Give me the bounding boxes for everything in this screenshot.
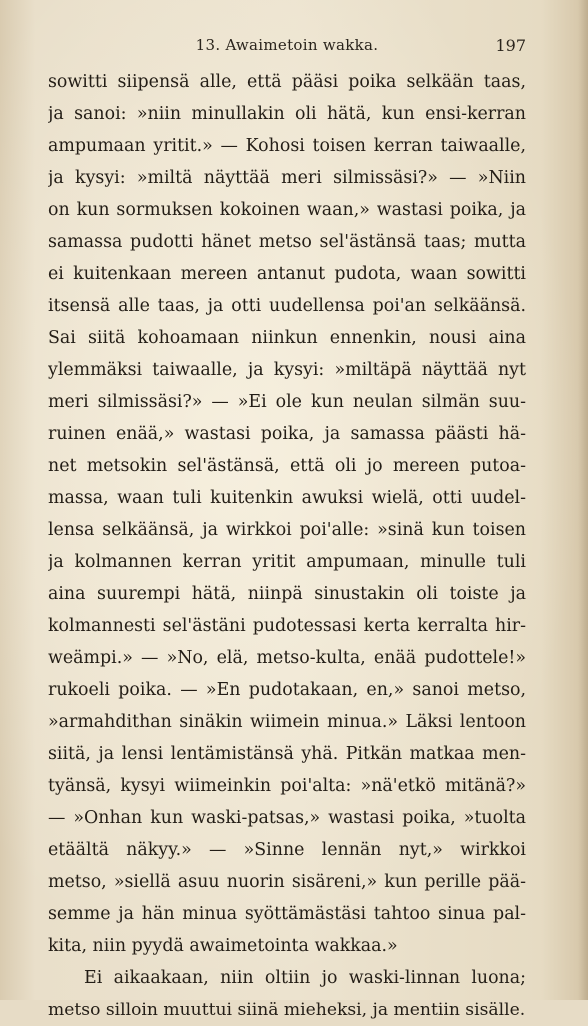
text-line: tyänsä, kysyi wiimeinkin poi'alta: »nä'etkö mitänä?» <box>48 776 526 796</box>
text-line: ylemmäksi taiwaalle, ja kysyi: »miltäpä näyttää nyt <box>48 360 526 380</box>
text-line: »armahdithan sinäkin wiimein minua.» Läksi lentoon <box>48 712 526 732</box>
text-line: — »Onhan kun waski-patsas,» wastasi poika, »tuolta <box>48 808 526 828</box>
running-title: 13. Awaimetoin wakka. <box>195 36 379 54</box>
text-line: massa, waan tuli kuitenkin awuksi wielä, otti uudel- <box>48 488 526 508</box>
text-line: ja kolmannen kerran yritit ampumaan, minulle tuli <box>48 552 526 572</box>
text-line: siitä, ja lensi lentämistänsä yhä. Pitkän matkaa men- <box>48 744 526 764</box>
text-line: aina suurempi hätä, niinpä sinustakin oli toiste ja <box>48 584 526 604</box>
paragraph-start-line: Ei aikaakaan, niin oltiin jo waski-linnan luona; <box>84 968 526 988</box>
text-line: ja sanoi: »niin minullakin oli hätä, kun ensi-kerran <box>48 104 526 124</box>
text-line: sowitti siipensä alle, että pääsi poika selkään taas, <box>48 72 526 92</box>
text-line: net metsokin sel'ästänsä, että oli jo mereen putoa- <box>48 456 526 476</box>
text-line: lensa selkäänsä, ja wirkkoi poi'alle: »sinä kun toisen <box>48 520 526 540</box>
page-header <box>48 36 526 60</box>
text-line: rukoeli poika. — »En pudotakaan, en,» sanoi metso, <box>48 680 526 700</box>
text-line: semme ja hän minua syöttämästäsi tahtoo sinua pal- <box>48 904 526 924</box>
text-line: meri silmissäsi?» — »Ei ole kun neulan silmän suu- <box>48 392 526 412</box>
page-number: 197 <box>495 36 526 55</box>
text-line: samassa pudotti hänet metso sel'ästänsä taas; mutta <box>48 232 526 252</box>
text-line: weämpi.» — »No, elä, metso-kulta, enää pudottele!» <box>48 648 526 668</box>
text-line: metso, »siellä asuu nuorin sisäreni,» kun perille pää- <box>48 872 526 892</box>
body-text <box>48 66 526 1026</box>
text-line: kolmannesti sel'ästäni pudotessasi kerta kerralta hir- <box>48 616 526 636</box>
text-line: Sai siitä kohoamaan niinkun ennenkin, nousi aina <box>48 328 526 348</box>
text-line: ja kysyi: »miltä näyttää meri silmissäsi?» — »Niin <box>48 168 526 188</box>
text-line: ei kuitenkaan mereen antanut pudota, waan sowitti <box>48 264 526 284</box>
text-line: ampumaan yritit.» — Kohosi toisen kerran taiwaalle, <box>48 136 526 156</box>
page-edge-shadow <box>578 0 588 1000</box>
text-line: ruinen enää,» wastasi poika, ja samassa päästi hä- <box>48 424 526 444</box>
text-line: kita, niin pyydä awaimetointa wakkaa.» <box>48 936 398 956</box>
text-line: on kun sormuksen kokoinen waan,» wastasi poika, ja <box>48 200 526 220</box>
text-line: metso silloin muuttui siinä mieheksi, ja mentiin sisälle. <box>48 1000 526 1020</box>
text-line: etäältä näkyy.» — »Sinne lennän nyt,» wirkkoi <box>48 840 526 860</box>
text-line: itsensä alle taas, ja otti uudellensa poi'an selkäänsä. <box>48 296 526 316</box>
